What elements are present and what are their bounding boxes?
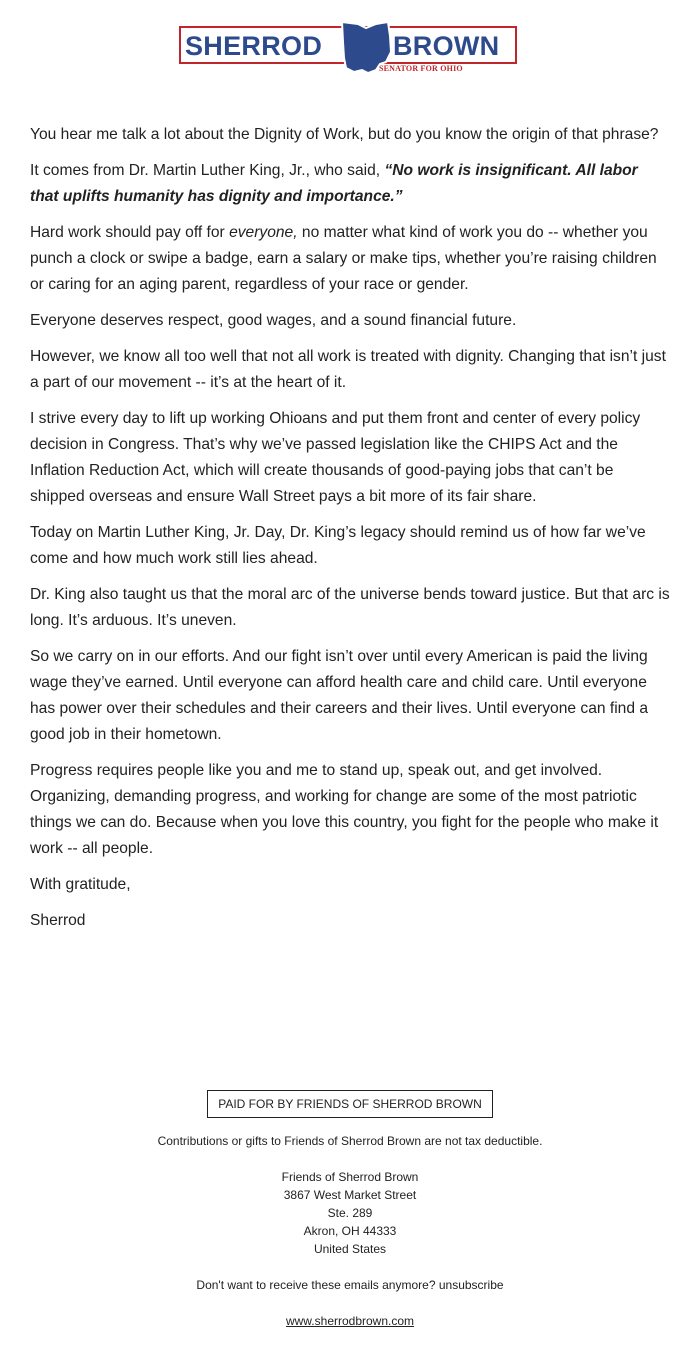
unsubscribe-line <box>0 1276 700 1294</box>
sherrod-brown-logo <box>179 18 521 76</box>
address-city: Akron, OH 44333 <box>303 1224 397 1238</box>
address-country: United States <box>313 1242 387 1256</box>
paragraph: Progress requires people like you and me to stand up, speak out, and get involved. Organizing, demanding progress, and working for change are some of the most patriotic things we can do. Because when you love this country, you fight for the people who make it work -- all people. <box>30 762 659 857</box>
address-suite: Ste. 289 <box>327 1206 373 1220</box>
unsubscribe-prefix: Don't want to receive these emails anymore? <box>196 1278 439 1292</box>
paid-for-disclaimer: PAID FOR BY FRIENDS OF SHERROD BROWN <box>207 1090 493 1118</box>
paragraph: Dr. King also taught us that the moral arc of the universe bends toward justice. But that arc is long. It’s arduous. It’s uneven. <box>30 586 670 629</box>
paragraph: Today on Martin Luther King, Jr. Day, Dr. King’s legacy should remind us of how far we’ve come and how much work still lies ahead. <box>30 524 646 567</box>
paragraph: However, we know all too well that not all work is treated with dignity. Changing that isn’t just a part of our movement -- it’s at the heart of it. <box>30 348 666 391</box>
paragraph: I strive every day to lift up working Ohioans and put them front and center of every policy decision in Congress. That’s why we’ve passed legislation like the CHIPS Act and the Inflation Reduction Act, which will create thousands of good-paying jobs that can’t be shipped overseas and ensure Wall Street pays a bit more of its fair share. <box>30 410 641 505</box>
logo-first-name: SHERROD <box>185 31 323 61</box>
paragraph <box>30 220 670 298</box>
address-street: 3867 West Market Street <box>283 1188 417 1202</box>
paragraph-text: It comes from Dr. Martin Luther King, Jr., who said, <box>30 162 385 179</box>
email-footer <box>0 1090 700 1330</box>
website-line <box>0 1312 700 1330</box>
letter-body <box>30 122 670 944</box>
paragraph-text: Hard work should pay off for <box>30 224 230 241</box>
closing: With gratitude, <box>30 876 131 893</box>
mlk-quote: “No work is insignificant. All labor that uplifts humanity has dignity and importance.” <box>30 162 638 205</box>
paragraph <box>30 158 670 210</box>
paragraph: Everyone deserves respect, good wages, and a sound financial future. <box>30 312 517 329</box>
unsubscribe-link[interactable]: unsubscribe <box>438 1278 504 1292</box>
signature: Sherrod <box>30 912 86 929</box>
tax-disclaimer: Contributions or gifts to Friends of Sherrod Brown are not tax deductible. <box>157 1134 543 1148</box>
paragraph: You hear me talk a lot about the Dignity of Work, but do you know the origin of that phrase? <box>30 126 659 143</box>
emphasis-text: everyone, <box>229 224 298 241</box>
logo-tagline: SENATOR FOR OHIO <box>379 64 463 73</box>
paragraph-text: no matter what kind of work you do -- whether you punch a clock or swipe a badge, earn a salary or make tips, whether you’re raising children or caring for an aging parent, regardless of your race or gender. <box>30 224 657 293</box>
mailing-address <box>0 1168 700 1258</box>
address-name: Friends of Sherrod Brown <box>281 1170 419 1184</box>
paragraph: So we carry on in our efforts. And our fight isn’t over until every American is paid the living wage they’ve earned. Until everyone can afford health care and child care. Until everyone has power over their schedules and their careers and their lives. Until everyone can find a good job in their hometown. <box>30 648 649 743</box>
website-link[interactable]: www.sherrodbrown.com <box>285 1314 415 1328</box>
logo-last-name: BROWN <box>393 31 500 61</box>
